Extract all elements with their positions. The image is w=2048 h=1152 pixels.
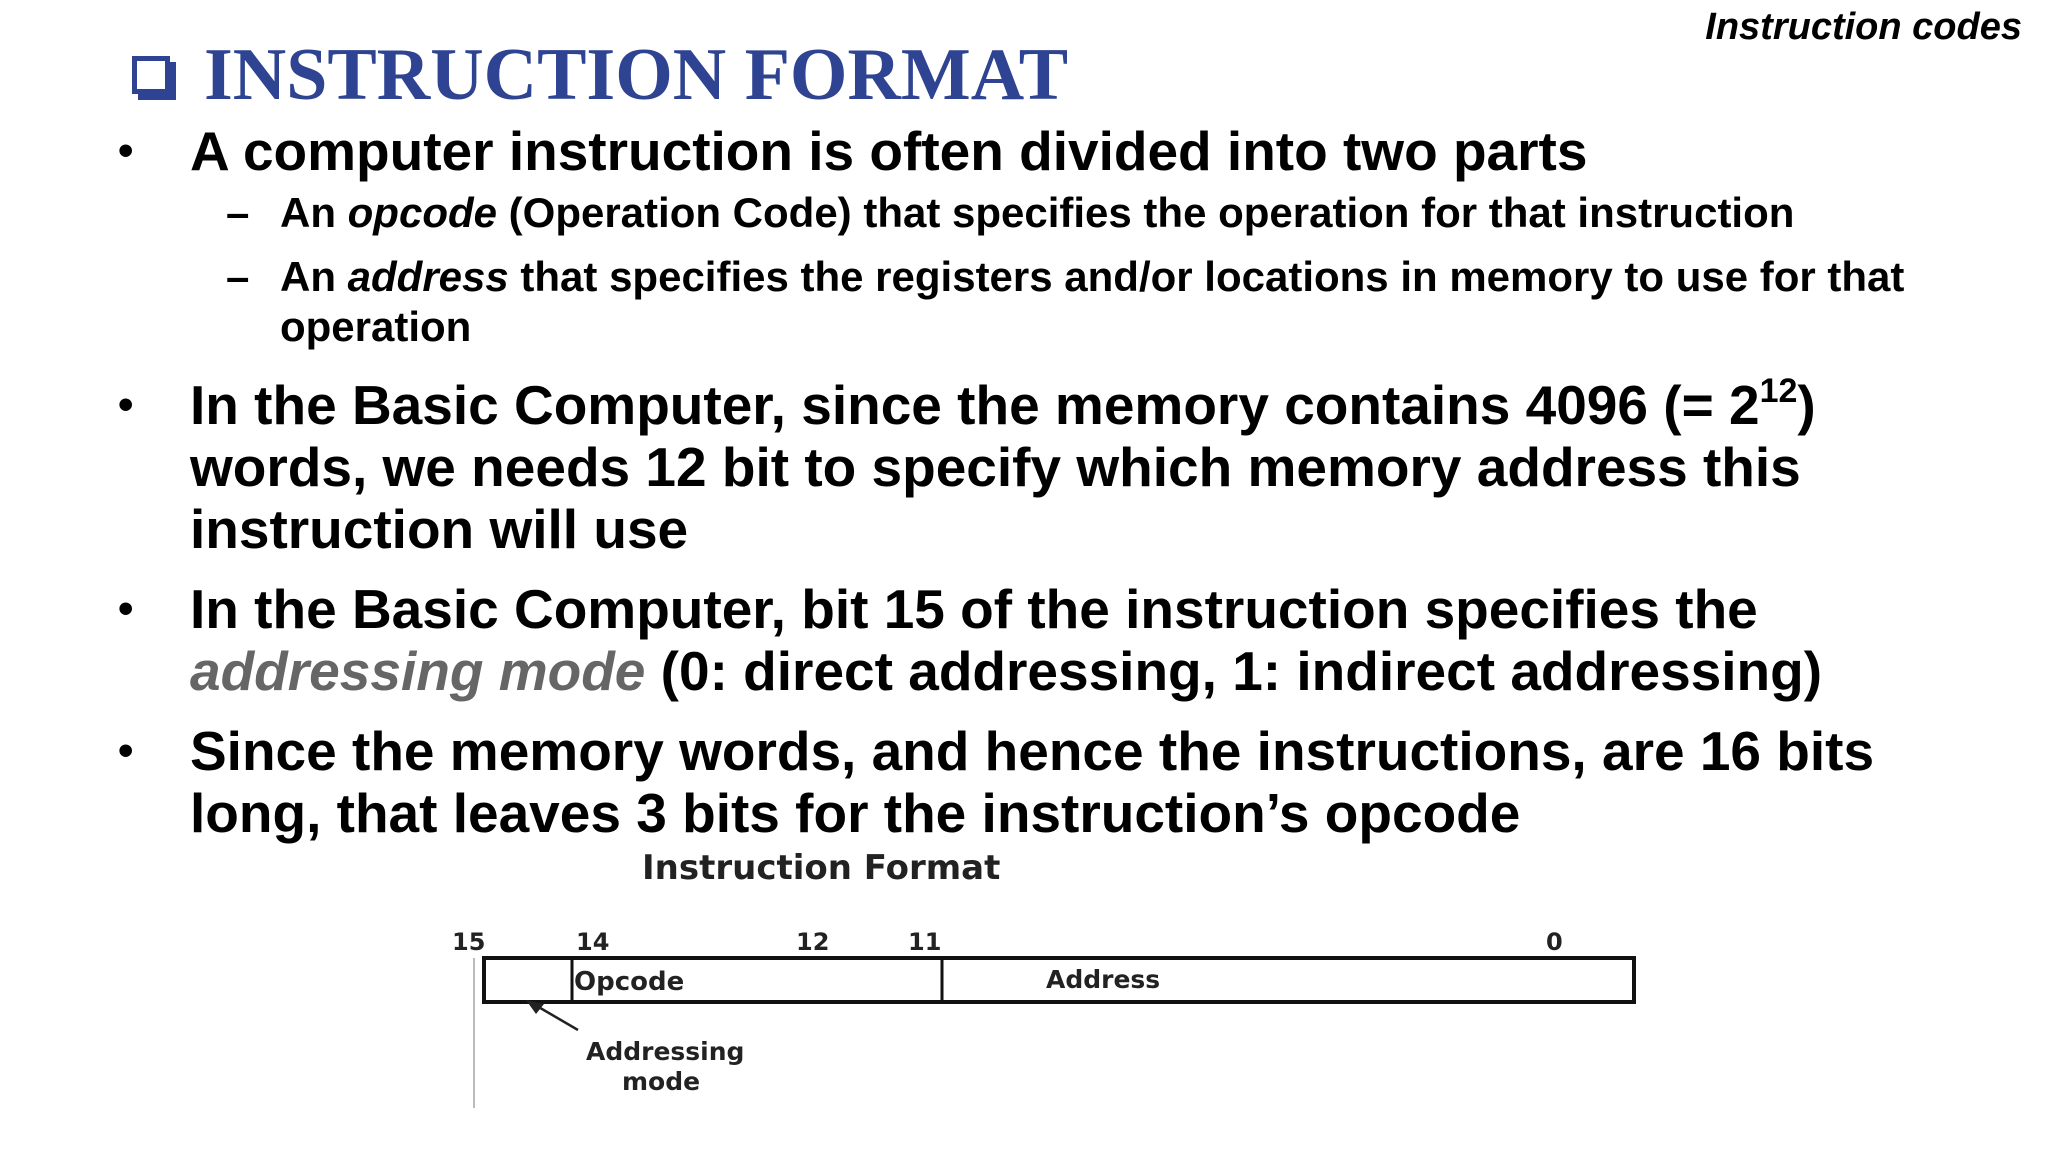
bullet-4 xyxy=(118,720,1968,844)
bullet-list xyxy=(118,120,1968,844)
bit-0-label: 0 xyxy=(1546,928,1563,956)
bit-15-label: 15 xyxy=(452,928,486,956)
bullet-2-post: ) words, we needs 12 bit to specify which memory address this instruction will use xyxy=(190,374,1816,560)
bullet-3-em: addressing mode xyxy=(190,640,646,702)
address-field-label: Address xyxy=(1046,965,1161,994)
sub-bullet-address xyxy=(226,252,1968,352)
bit-12-label: 12 xyxy=(796,928,830,956)
opcode-field-label: Opcode xyxy=(574,967,685,997)
bullet-1-text: A computer instruction is often divided into two parts xyxy=(190,120,1588,182)
bullet-4-text: Since the memory words, and hence the instructions, are 16 bits long, that leaves 3 bits for the instruction’s opcode xyxy=(190,720,1875,844)
instruction-format-diagram xyxy=(440,918,1660,1118)
bullet-dot-icon: • xyxy=(118,380,134,429)
sub1-post: (Operation Code) that specifies the operation for that instruction xyxy=(497,189,1795,236)
sub2-pre: An xyxy=(280,253,348,300)
sub-bullet-opcode xyxy=(226,188,1968,238)
bullet-3 xyxy=(118,578,1968,702)
bullet-1 xyxy=(118,120,1968,182)
format-title: Instruction Format xyxy=(642,848,1001,888)
bullet-2 xyxy=(118,374,1968,560)
bullet-2-sup: 12 xyxy=(1759,372,1798,410)
sub2-em: address xyxy=(347,253,509,300)
bullet-2-pre: In the Basic Computer, since the memory contains 4096 (= 2 xyxy=(190,374,1760,436)
title-text: INSTRUCTION FORMAT xyxy=(204,34,1069,116)
bullet-dot-icon: • xyxy=(118,584,134,633)
dash-icon: – xyxy=(226,189,250,236)
sub1-pre: An xyxy=(280,189,348,236)
bit-14-label: 14 xyxy=(576,928,610,956)
bullet-dot-icon: • xyxy=(118,126,134,175)
bit-11-label: 11 xyxy=(908,928,942,956)
bullet-3-pre: In the Basic Computer, bit 15 of the instruction specifies the xyxy=(190,578,1758,640)
checkbox-square-icon xyxy=(132,56,170,94)
addressing-mode-label-2: mode xyxy=(622,1067,701,1096)
section-tag: Instruction codes xyxy=(1705,6,2022,48)
dash-icon: – xyxy=(226,253,250,300)
bullet-dot-icon: • xyxy=(118,726,134,775)
slide-title xyxy=(132,34,1069,116)
sub1-em: opcode xyxy=(347,189,497,236)
sub2-post: that specifies the registers and/or locations in memory to use for that operation xyxy=(280,253,1905,350)
addressing-mode-label-1: Addressing xyxy=(586,1037,745,1066)
bullet-3-post: (0: direct addressing, 1: indirect addressing) xyxy=(645,640,1823,702)
